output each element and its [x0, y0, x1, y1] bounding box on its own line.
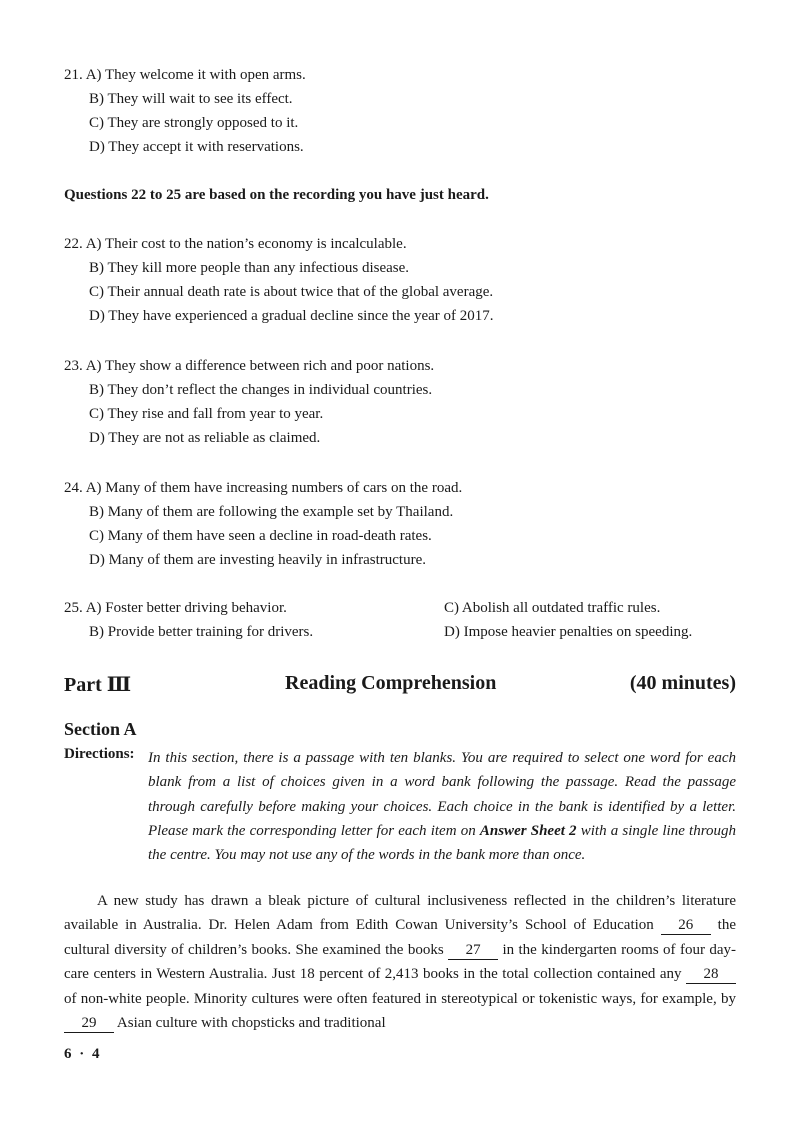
passage-text: of non-white people. Minority cultures were often featured in stereotypical or tokenistic ways, for example, by: [64, 990, 736, 1007]
part-time: (40 minutes): [629, 672, 736, 694]
question-21: [64, 63, 306, 159]
part-label: Part Ⅲ: [64, 674, 132, 696]
passage-text: in the kindergarten rooms of four day-care centers in Western Australia. Just 18 percent of 2,413 books in the total collection contained any: [64, 941, 736, 983]
blank-29: 29: [64, 1014, 114, 1033]
option-a: A) They welcome it with open arms.: [85, 67, 306, 83]
question-25: [64, 596, 736, 644]
option-a: A) They show a difference between rich and poor nations.: [85, 358, 435, 374]
directions-text-2: with a single line through the centre. You may not use any of the words in the bank more than once.: [148, 822, 736, 864]
part-title: Reading Comprehension: [285, 672, 497, 694]
question-number: 24.: [64, 480, 83, 496]
directions-text: [148, 746, 736, 867]
passage-text: A new study has drawn a bleak picture of cultural inclusiveness reflected in the children’s literature available in Australia. Dr. Helen Adam from Edith Cowan University’s School of Education: [64, 893, 736, 934]
option-a: A) Foster better driving behavior.: [85, 600, 287, 616]
option-d: D) Many of them are investing heavily in infrastructure.: [89, 552, 426, 568]
question-23: [64, 354, 434, 450]
question-number: 22.: [64, 236, 83, 252]
section-heading: Section A: [64, 719, 137, 739]
option-b: B) They don’t reflect the changes in individual countries.: [89, 382, 433, 398]
question-number: 23.: [64, 358, 83, 374]
option-d: D) They accept it with reservations.: [89, 139, 304, 155]
question-24: [64, 476, 462, 572]
passage-text: the cultural diversity of children’s books. She examined the books: [64, 917, 736, 958]
option-c: C) Abolish all outdated traffic rules.: [444, 600, 661, 616]
question-number: 25.: [64, 600, 83, 616]
question-22: [64, 232, 494, 328]
blank-27: 27: [448, 941, 498, 960]
directions-text-1: In this section, there is a passage with ten blanks. You are required to select one word for each blank from a list of choices given in a word bank following the passage. Read the passage through carefully before making your choices. Each choice in the bank is identified by a letter. Please mark the corresponding letter for each item on: [148, 750, 736, 839]
directions-label: Directions:: [64, 746, 135, 762]
page-number: 6 · 4: [64, 1046, 102, 1062]
option-c: C) Many of them have seen a decline in road-death rates.: [89, 528, 432, 544]
answer-sheet-emphasis: Answer Sheet 2: [479, 822, 577, 839]
question-group-instruction: Questions 22 to 25 are based on the recording you have just heard.: [64, 187, 489, 203]
reading-passage: [64, 889, 736, 1035]
option-c: C) They rise and fall from year to year.: [89, 406, 324, 422]
passage-text: Asian culture with chopsticks and traditional: [114, 1015, 386, 1032]
option-d: D) Impose heavier penalties on speeding.: [444, 624, 693, 640]
option-d: D) They are not as reliable as claimed.: [89, 430, 321, 446]
option-d: D) They have experienced a gradual decline since the year of 2017.: [89, 308, 494, 324]
option-a: A) Many of them have increasing numbers of cars on the road.: [85, 480, 463, 496]
option-c: C) They are strongly opposed to it.: [89, 115, 299, 131]
option-b: B) Many of them are following the example set by Thailand.: [89, 504, 454, 520]
blank-26: 26: [661, 916, 711, 935]
option-b: B) Provide better training for drivers.: [89, 624, 314, 640]
part-heading: [64, 672, 736, 700]
question-number: 21.: [64, 67, 83, 83]
option-c: C) Their annual death rate is about twice that of the global average.: [89, 284, 494, 300]
option-a: A) Their cost to the nation’s economy is incalculable.: [85, 236, 407, 252]
blank-28: 28: [686, 965, 736, 984]
option-b: B) They kill more people than any infectious disease.: [89, 260, 410, 276]
option-b: B) They will wait to see its effect.: [89, 91, 293, 107]
